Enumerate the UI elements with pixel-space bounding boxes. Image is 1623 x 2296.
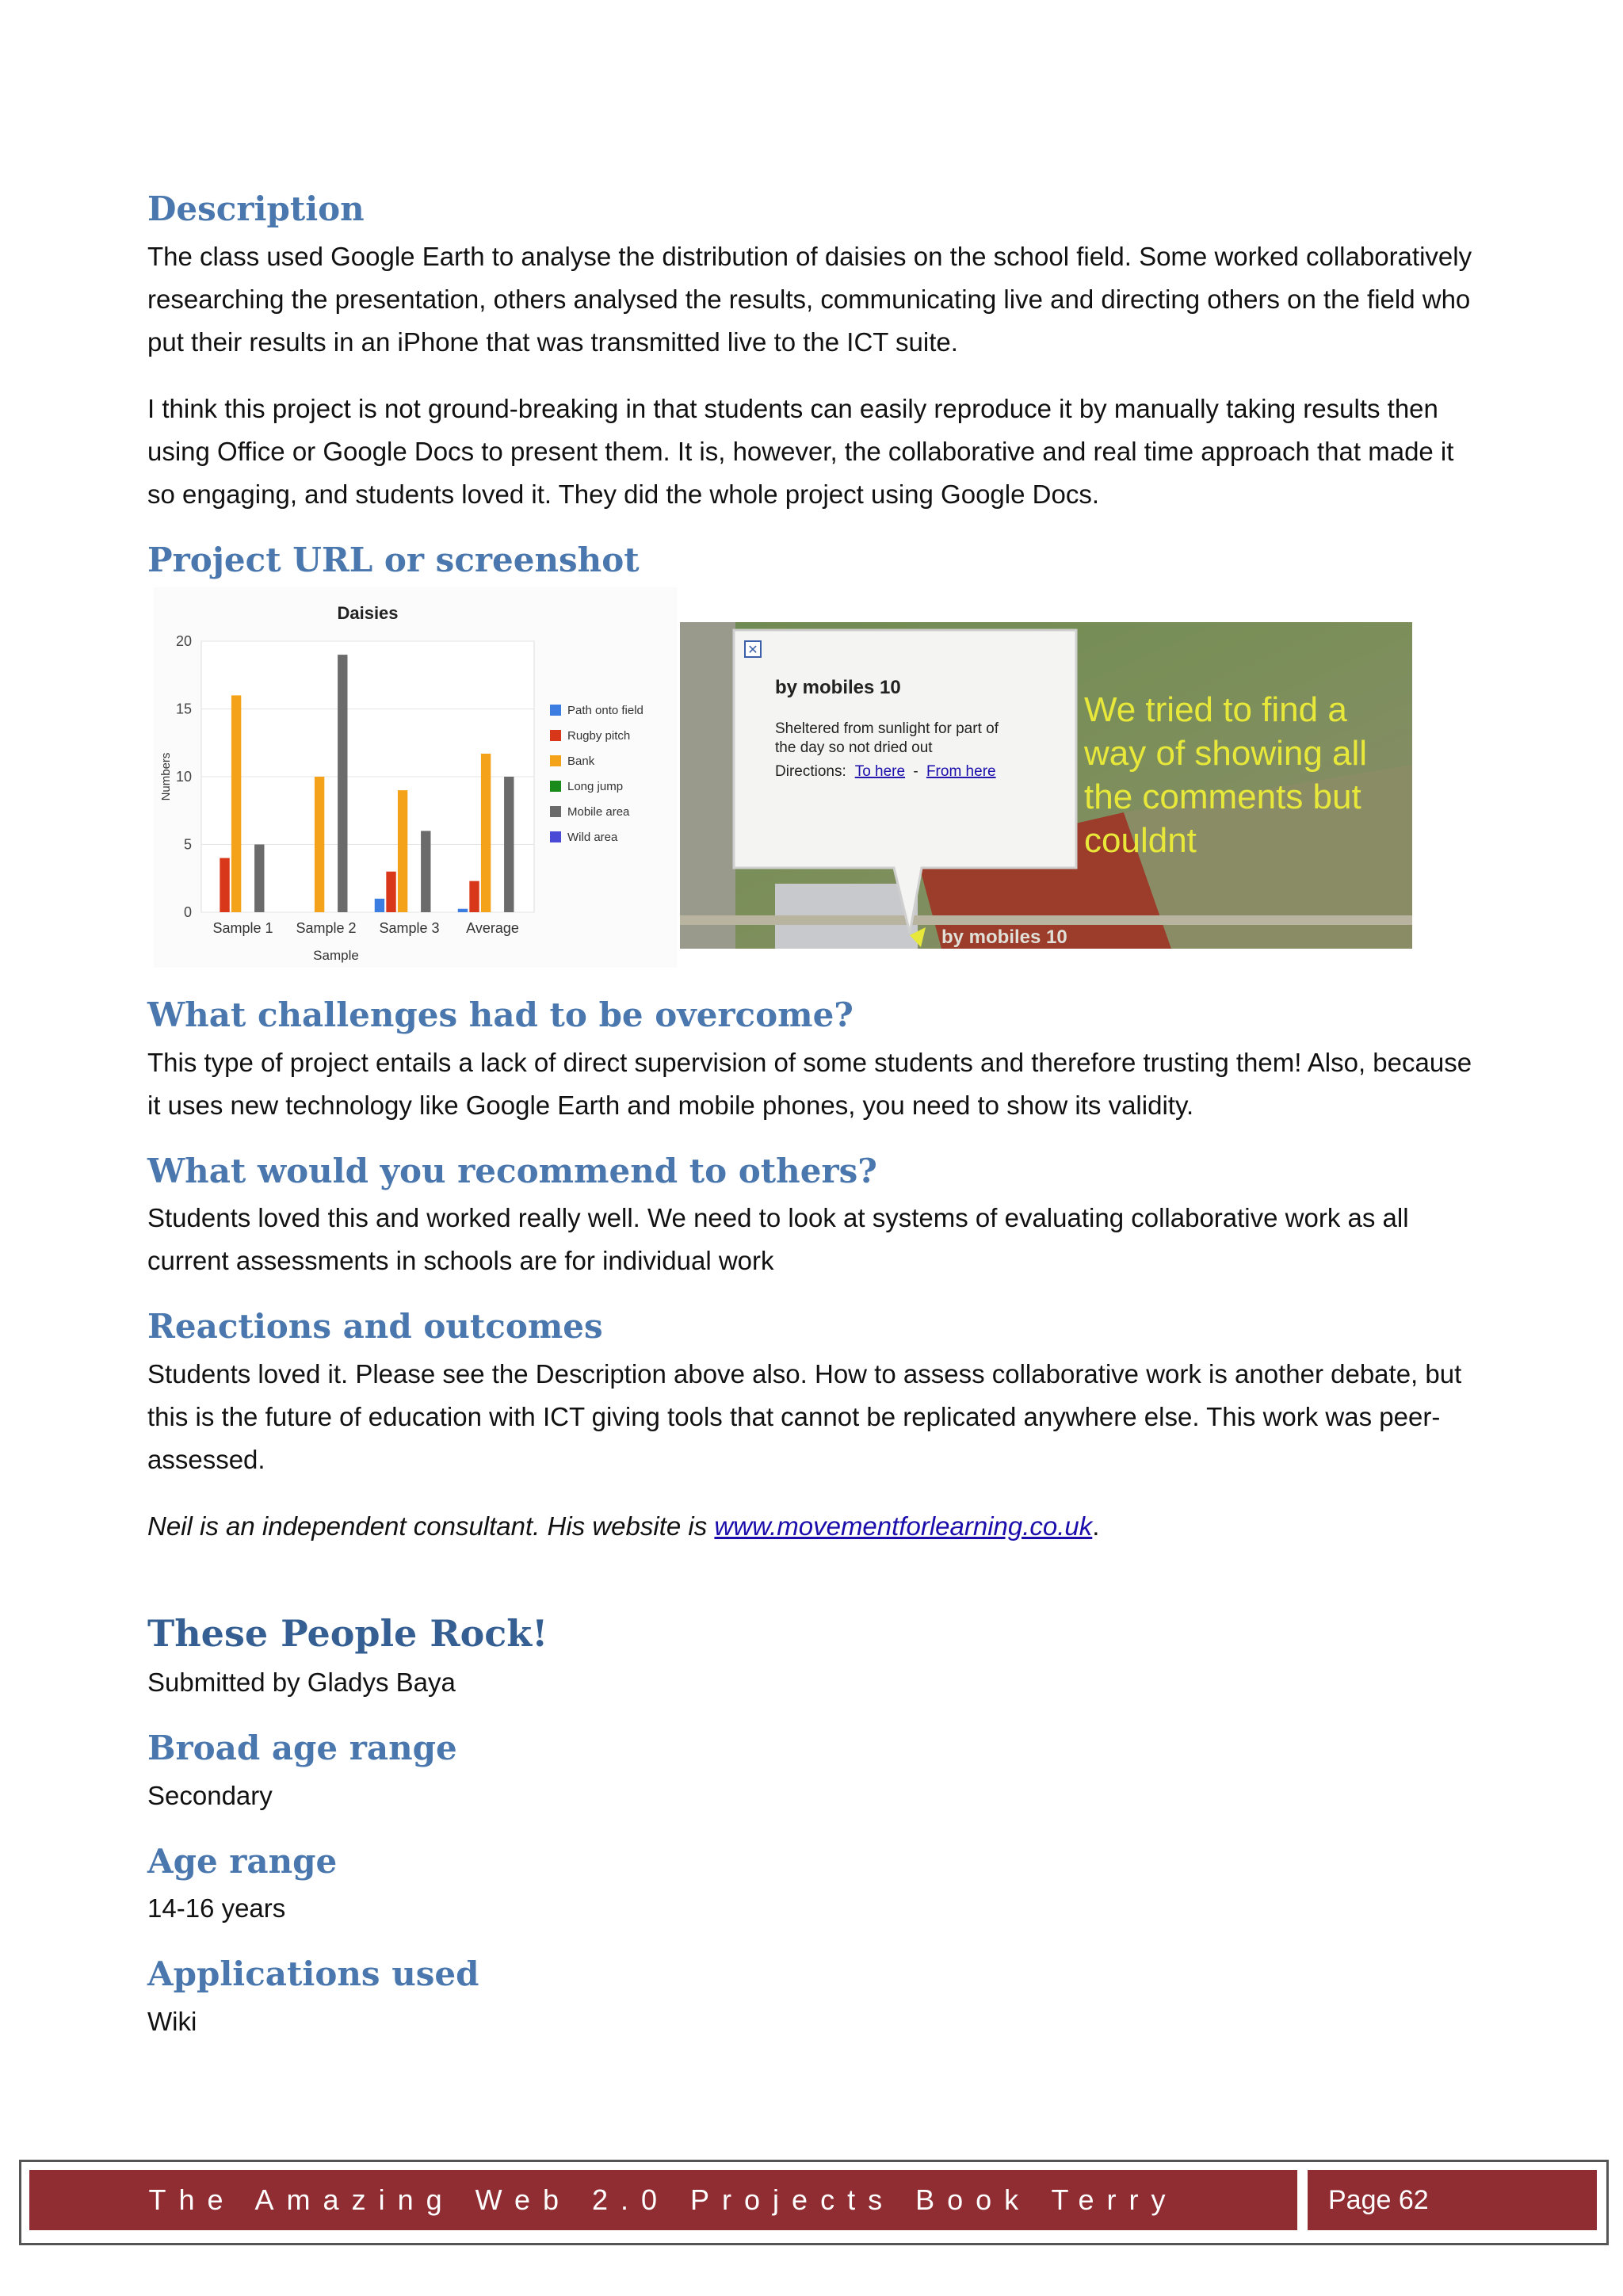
apps-value: Wiki [147,2006,197,2036]
svg-text:way of showing all: way of showing all [1084,734,1368,773]
legend-swatch [550,755,561,766]
legend-label: Rugby pitch [567,729,631,743]
bar [254,845,264,913]
age-range-heading: Age range [147,1841,338,1881]
apps-section [147,1954,1479,2043]
bar [338,655,347,912]
bar [231,695,241,912]
legend-label: Path onto field [567,704,643,717]
svg-text:We tried to find a: We tried to find a [1084,690,1347,729]
description-heading: Description [147,189,365,228]
bar [398,790,407,912]
challenges-text: This type of project entails a lack of direct supervision of some students and therefore trusting them! Also, because it uses new technology like Google Earth and mobile phones, you need to show its validity. [147,1047,1472,1120]
description-para-1: The class used Google Earth to analyse the distribution of daisies on the school field. Some worked collaboratively researching the presentation, others analysed the results, communicating live and directing others on the field who put their results in an iPhone that was transmitted live to the ICT suite. [147,241,1472,357]
popup-title: by mobiles 10 [775,677,901,698]
svg-text:the comments but: the comments but [1084,777,1361,816]
author-note-text: Neil is an independent consultant. His website is [147,1511,715,1541]
bar [504,777,514,912]
aerial-town [680,622,735,949]
description-section [147,189,1479,516]
y-tick-label: 5 [183,836,192,853]
legend-label: Mobile area [567,805,630,819]
challenges-section [147,995,1479,1127]
x-tick-label: Sample 1 [212,920,273,936]
page-number: Page 62 [1328,2185,1429,2215]
page-footer [19,2160,1609,2276]
broad-age-value: Secondary [147,1780,273,1810]
bar [220,858,229,912]
bar [481,754,491,912]
broad-age-section [147,1728,1479,1817]
popup-directions: Directions: To here - From here [775,763,996,780]
reactions-text: Students loved it. Please see the Description above also. How to assess collaborative work is another debate, but this is the future of education with ICT giving tools that cannot be replicated anywhere else. This work was peer-assessed. [147,1358,1462,1474]
legend-swatch [550,781,561,792]
chart-title: Daisies [337,603,399,623]
rock-section [147,1611,1479,1705]
project-url-heading: Project URL or screenshot [147,540,640,579]
reactions-section [147,1306,1479,1548]
age-range-section [147,1841,1479,1931]
apps-heading: Applications used [147,1954,479,1993]
x-tick-label: Sample 3 [379,920,440,936]
age-range-value: 14-16 years [147,1893,286,1923]
page-content [147,189,1479,2067]
bar [315,777,324,912]
daisies-chart [154,587,677,968]
legend-swatch [550,806,561,817]
bar [458,909,468,912]
screenshots [147,587,1479,976]
website-link[interactable]: www.movementforlearning.co.uk [714,1511,1093,1541]
legend-label: Wild area [567,831,618,844]
bar [375,899,384,912]
x-axis-label: Sample [313,948,359,963]
recommend-heading: What would you recommend to others? [147,1151,877,1190]
author-note-end: . [1092,1511,1100,1541]
description-para-2: I think this project is not ground-breaking in that students can easily reproduce it by manually taking results then using Office or Google Docs to present them. It is, however, the collaborative and real time approach that made it so engaging, and students loved it. They did the whole project using Google Docs. [147,393,1454,509]
rock-heading: These People Rock! [147,1611,548,1655]
reactions-heading: Reactions and outcomes [147,1307,603,1346]
legend-label: Bank [567,755,595,768]
x-tick-label: Sample 2 [296,920,357,936]
marker-label: by mobiles 10 [941,926,1067,948]
challenges-heading: What challenges had to be overcome? [147,995,854,1034]
footer-page-box [1308,2170,1597,2230]
y-tick-label: 20 [175,633,192,649]
footer-title: The Amazing Web 2.0 Projects Book Terry Freedman (ed) [148,2183,1178,2276]
recommend-section [147,1151,1479,1283]
popup-close-icon[interactable]: ✕ [747,644,758,657]
svg-text:couldnt: couldnt [1084,821,1197,860]
legend-swatch [550,831,561,842]
legend-swatch [550,730,561,741]
bar [469,881,479,912]
aerial-road [680,915,1412,925]
y-tick-label: 0 [183,904,192,920]
popup-from-here-link[interactable]: From here [926,763,996,780]
bar [386,872,395,912]
legend-swatch [550,705,561,716]
y-tick-label: 10 [175,769,192,785]
google-earth-screenshot [680,622,1412,949]
broad-age-heading: Broad age range [147,1729,457,1767]
y-tick-label: 15 [175,701,192,717]
popup-text-1: Sheltered from sunlight for part of [775,720,999,737]
author-note [147,1505,1479,1548]
recommend-text: Students loved this and worked really well. We need to look at systems of evaluating collaborative work as all current assessments in schools are for individual work [147,1203,1409,1275]
submitted-by: Submitted by Gladys Baya [147,1668,456,1697]
project-url-section [147,540,1479,976]
footer-title-bar [29,2170,1297,2276]
legend-label: Long jump [567,780,624,793]
popup-text-2: the day so not dried out [775,739,933,756]
popup-to-here-link[interactable]: To here [854,763,906,780]
y-axis-label: Numbers [159,752,173,801]
x-tick-label: Average [466,920,519,936]
bar [421,831,430,912]
